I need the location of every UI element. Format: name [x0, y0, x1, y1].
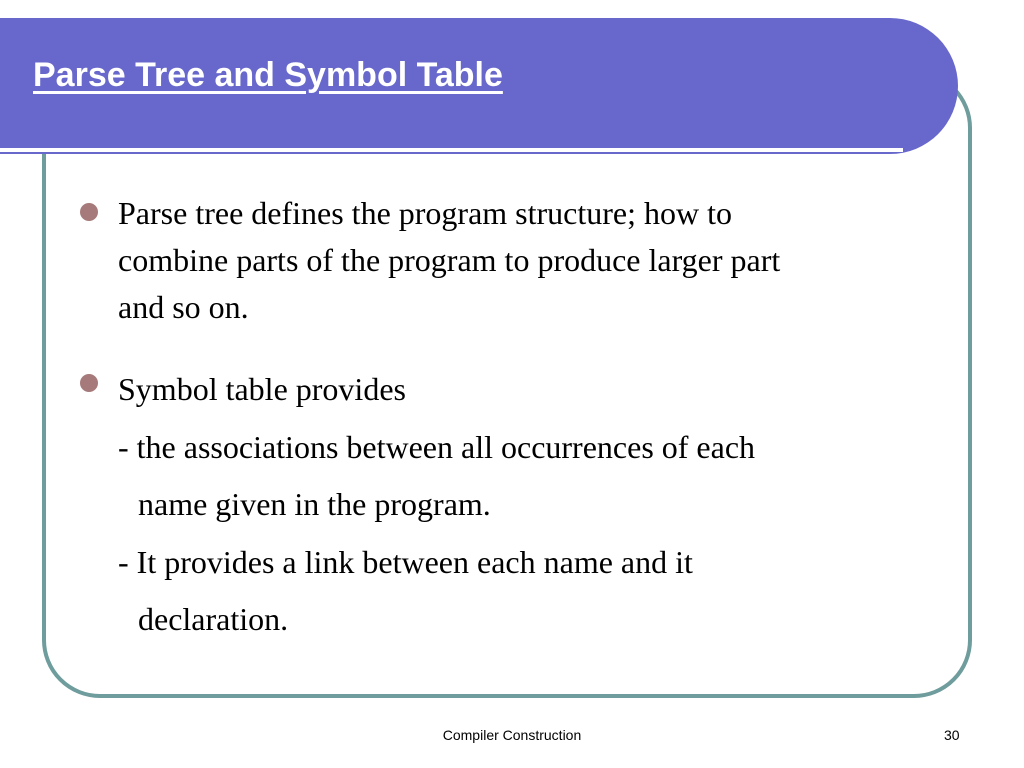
- slide-title: Parse Tree and Symbol Table: [33, 56, 503, 94]
- bullet-item-symbol-table: [80, 361, 960, 649]
- page-number: 30: [944, 727, 960, 743]
- bullet-line: name given in the program.: [138, 486, 491, 522]
- bullet-line: declaration.: [138, 601, 289, 637]
- bullet-dot-icon: [80, 374, 98, 392]
- bullet-item-parse-tree: [80, 190, 960, 331]
- bullet-dot-icon: [80, 203, 98, 221]
- bullet-line: and so on.: [118, 289, 249, 325]
- slide-body: [80, 190, 960, 649]
- title-underline-rule: [0, 148, 903, 152]
- bullet-line: - It provides a link between each name and it: [118, 543, 693, 580]
- bullet-line: Parse tree defines the program structure; how to: [118, 195, 733, 231]
- bullet-line: - the associations between all occurrences of each: [118, 428, 756, 465]
- footer-course-name: Compiler Construction: [442, 727, 582, 743]
- bullet-line: combine parts of the program to produce larger part: [118, 242, 781, 278]
- bullet-line: Symbol table provides: [118, 371, 406, 407]
